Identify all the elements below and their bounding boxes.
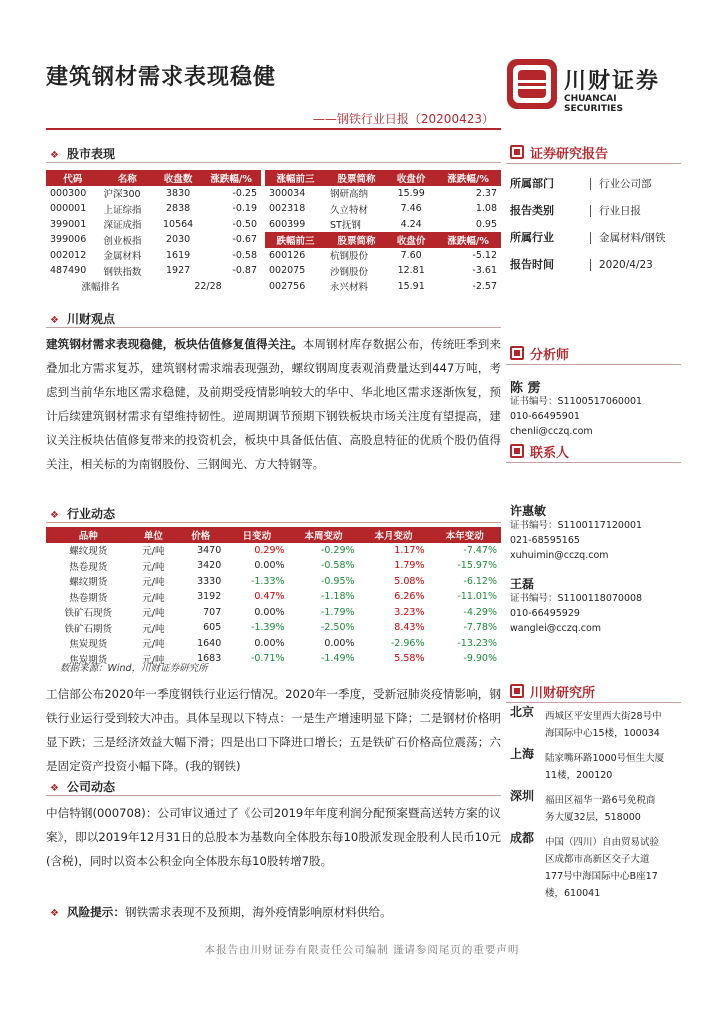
table-row: 002075 沙钢股份 12.81 -3.61 [269, 265, 497, 278]
table-row: 300034 钢研高纳 15.99 2.37 [269, 187, 497, 201]
report-info-list [510, 172, 685, 280]
report-title: 建筑钢材需求表现稳健 [46, 65, 277, 90]
logo-text-cn: 川财证券 [564, 69, 661, 94]
address-city: 成都 [510, 831, 535, 845]
table-row: 热卷现货 元/吨 3420 0.00% -0.58% 1.79% -15.97% [69, 560, 497, 573]
info-row: 报告时间 2020/4/23 [510, 258, 653, 271]
address-text: 西城区平安里西大街28号中 海国际中心15楼，100034 [545, 711, 662, 739]
section-square-icon [510, 346, 524, 360]
brand-logo [506, 58, 678, 114]
table-row: 螺纹现货 元/吨 3470 0.29% -0.29% 1.17% -7.47% [69, 544, 497, 558]
table-header: 本月变动 [359, 527, 429, 543]
table-row: 002012 金属材料 1619 -0.58 [50, 249, 257, 263]
table-header-row [46, 170, 261, 186]
table-header: 本年变动 [428, 527, 501, 543]
viewpoint-heading: ❖ 川财观点 [50, 312, 115, 326]
table-row: 487490 钢铁指数 1927 -0.87 [50, 265, 257, 278]
contact-details: 证书编号：S1100117120001 021-68595165 xuhuimin@cczq.com [510, 520, 643, 561]
section-divider [46, 162, 501, 163]
address-text: 中国（四川）自由贸易试验 区成都市高新区交子大道 177号中海国际中心B座17 楼，610041 [545, 837, 660, 899]
table-row: 399001 深证成指 10564 -0.50 [50, 218, 257, 232]
table-row: 399006 创业板指 2030 -0.67 [50, 234, 257, 247]
section-divider [46, 795, 501, 796]
table-header: 收盘数 [155, 170, 201, 186]
section-divider [506, 163, 681, 164]
viewpoint-paragraph [46, 332, 501, 476]
table-header: 收盘价 [387, 170, 435, 186]
market-index-table [46, 170, 261, 294]
table-row: 铁矿石现货 元/吨 707 0.00% -1.79% 3.23% -4.29% [64, 606, 497, 620]
market-heading: ❖ 股市表现 [50, 147, 115, 161]
table-row: 000001 上证综指 2838 -0.19 [50, 203, 257, 216]
section-square-icon [510, 444, 524, 458]
table-header: 涨跌幅/% [435, 170, 501, 186]
table-row: 600126 杭钢股份 7.60 -5.12 [269, 249, 497, 263]
table-header: 跌幅前三 [265, 232, 326, 248]
logo-mark-icon [506, 58, 558, 110]
table-header: 价格 [176, 527, 225, 543]
report-subtitle: ——钢铁行业日报（20200423） [312, 112, 494, 126]
analyst-email: chenli@cczq.com [510, 426, 593, 437]
address-city: 上海 [510, 747, 535, 761]
industry-heading: ❖ 行业动态 [50, 507, 115, 521]
table-header: 涨跌幅/% [435, 232, 501, 248]
risk-note [50, 900, 505, 926]
table-header: 代码 [46, 170, 99, 186]
contact-heading: 联系人 [510, 442, 569, 461]
table-header: 名称 [99, 170, 155, 186]
table-row: 涨幅排名 22/28 [81, 280, 222, 294]
company-paragraph: 中信特钢(000708)：公司审议通过了《公司2019年年度利润分配预案暨高送转方案的议案》，即以2019年12月31日的总股本为基数向全体股东每10股派发现金股利人民币10元(含税)，同时以资本公积金向全体股东每10股转增7股。 [46, 806, 501, 868]
address-city: 深圳 [510, 789, 535, 803]
viewpoint-bold-lead: 建筑钢材需求表现稳健，板块估值修复值得关注。 [46, 337, 303, 351]
address-text: 福田区福华一路6号免税商 务大厦32层，518000 [545, 795, 656, 823]
industry-paragraph: 工信部公布2020年一季度钢铁行业运行情况。2020年一季度，受新冠肺炎疫情影响，钢铁行业运行受到较大冲击。具体呈现以下特点：一是生产增速明显下降；二是钢材价格明显下跌；三是经济效益大幅下滑；四是出口下降进口增长；五是铁矿石价格高位震荡；六是固定资产投资小幅下降。(我的钢铁) [46, 687, 501, 773]
contact-name: 许惠敏 [510, 504, 547, 518]
viewpoint-text: 本周钢材库存数据公布，传统旺季到来叠加北方需求复苏，建筑钢材需求端表现强劲，螺纹钢周度表观消费量达到447万吨，考虑到当前华东地区需求稳健，及前期受疫情影响较大的华中、华北地区需求逐渐恢复，预计后续建筑钢材需求有望维持韧性。逆周期调节预期下钢铁板块市场关注度有望提高，建议关注板块估值修复带来的投资机会，板块中具备低估值、高股息特征的优质个股仍值得关注，相关标的为南钢股份、三钢闽光、方大特钢等。 [46, 337, 501, 471]
market-movers-table [265, 170, 501, 294]
section-square-icon [510, 684, 524, 698]
analyst-heading: 分析师 [510, 344, 569, 363]
address-text: 陆家嘴环路1000号恒生大厦 11楼，200120 [545, 753, 665, 781]
table-row: 000300 沪深300 3830 -0.25 [50, 187, 257, 201]
logo-text-en: CHUANCAI SECURITIES [564, 94, 623, 114]
section-divider [506, 364, 681, 365]
institute-heading: 川财研究所 [510, 682, 595, 701]
analyst-name: 陈 雳 [510, 381, 541, 396]
diamond-icon: ❖ [50, 315, 59, 326]
section-divider [506, 462, 681, 463]
contact-details: 证书编号：S1100118070008 010-66495929 wanglei@cczq.com [510, 593, 643, 634]
table-row: 热卷期货 元/吨 3192 0.47% -1.18% 6.26% -11.01% [69, 591, 497, 604]
risk-label: 风险提示： [66, 905, 125, 919]
report-info-heading: 证券研究报告 [510, 143, 608, 162]
section-square-icon [510, 145, 524, 159]
info-row: 所属行业 金属材料/钢铁 [510, 231, 666, 244]
company-heading: ❖ 公司动态 [50, 780, 115, 794]
info-row: 所属部门 行业公司部 [510, 177, 652, 190]
table-header: 涨幅前三 [265, 170, 326, 186]
diamond-icon: ❖ [50, 908, 59, 919]
table-header: 股票简称 [326, 170, 387, 186]
footer-disclaimer: 本报告由川财证券有限责任公司编制 谨请参阅尾页的重要声明 [204, 944, 520, 956]
table-header: 日变动 [225, 527, 288, 543]
table-row: 002756 永兴材料 15.91 -2.57 [269, 280, 497, 294]
industry-price-table [46, 527, 501, 667]
table-header: 涨跌幅/% [201, 170, 261, 186]
diamond-icon: ❖ [50, 510, 59, 521]
table-header: 股票简称 [326, 232, 387, 248]
table-row: 铁矿石期货 元/吨 605 -1.39% -2.50% 8.43% -7.78% [64, 622, 497, 635]
risk-text: 钢铁需求表现不及预期，海外疫情影响原材料供给。 [124, 905, 392, 919]
info-row: 报告类别 行业日报 [510, 204, 641, 217]
diamond-icon: ❖ [50, 150, 59, 161]
diamond-icon: ❖ [50, 783, 59, 794]
table-row: 002318 久立特材 7.46 1.08 [269, 203, 497, 216]
header-rule [46, 128, 501, 130]
table-row: 600399 ST抚钢 4.24 0.95 [269, 218, 497, 232]
table-header-row [265, 170, 501, 186]
table-row: 焦炭现货 元/吨 1640 0.00% 0.00% -2.96% -13.23% [69, 637, 497, 651]
data-source-note: 数据来源：Wind，川财证券研究所 [60, 663, 208, 674]
table-header: 收盘价 [387, 232, 435, 248]
section-divider [46, 522, 501, 523]
address-city: 北京 [510, 705, 535, 719]
contact-email: wanglei@cczq.com [510, 623, 602, 634]
table-row: 焦炭期货 元/吨 1683 -0.71% -1.49% 5.58% -9.90% [69, 653, 497, 666]
table-header-row [265, 232, 501, 248]
table-header-row [46, 527, 501, 543]
table-header: 单位 [130, 527, 176, 543]
contact-email: xuhuimin@cczq.com [510, 550, 609, 561]
analyst-details: 证书编号：S1100517060001 010-66495901 chenli@cczq.com [510, 396, 643, 437]
table-row: 螺纹期货 元/吨 3330 -1.33% -0.95% 5.08% -6.12% [69, 575, 497, 589]
section-divider [46, 327, 501, 328]
contact-name: 王磊 [510, 577, 535, 591]
table-header: 品种 [46, 527, 130, 543]
table-header: 本周变动 [289, 527, 359, 543]
